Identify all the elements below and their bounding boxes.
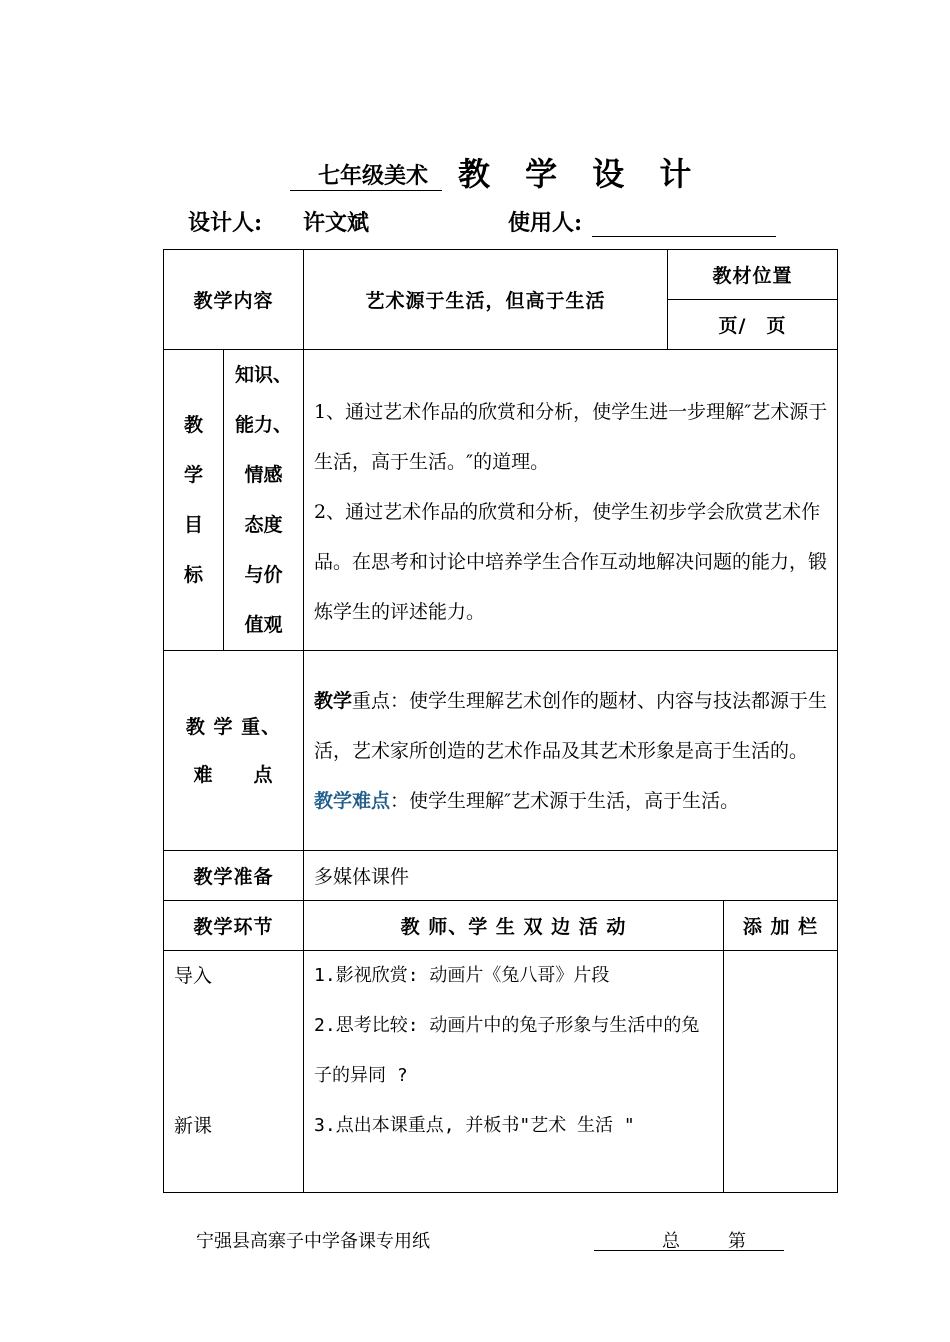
activity-cell <box>304 951 724 1193</box>
objective-label-char: 标 <box>183 564 203 586</box>
stage-cell <box>164 951 304 1193</box>
activity-2: 2.思考比较: 动画片中的兔子形象与生活中的兔子的异同 ? <box>314 1015 700 1086</box>
stage-new: 新课 <box>174 1115 213 1137</box>
activity-3: 3.点出本课重点, 并板书"艺术 生活 " <box>314 1115 635 1136</box>
objective-text-cell <box>304 350 838 651</box>
footer-underline <box>594 1250 784 1251</box>
objective-sub-cell <box>224 350 304 651</box>
difficulty-paragraph <box>314 776 829 826</box>
key-text-cell <box>304 651 838 851</box>
objective-sub-line: 值观 <box>244 614 283 636</box>
content-label-cell <box>164 250 304 350</box>
key-label-line2: 难 点 <box>193 763 274 786</box>
objective-sub-line: 态度 <box>244 514 283 536</box>
prep-label-cell <box>164 851 304 901</box>
objective-sub-line: 与价 <box>244 564 283 586</box>
prep-label: 教学准备 <box>193 866 274 888</box>
content-value-cell <box>304 250 668 350</box>
extra-header-cell <box>724 901 838 951</box>
objective-text-2: 2、通过艺术作品的欣赏和分析，使学生初步学会欣赏艺术作品。在思考和讨论中培养学生合作互动地解决问题的能力，锻炼学生的评述能力。 <box>314 501 828 623</box>
footer-school: 宁强县高寨子中学备课专用纸 <box>196 1231 430 1252</box>
user-label: 使用人: <box>508 210 583 236</box>
key-point-bold: 教学 <box>314 689 353 712</box>
objective-sub-line: 能力、 <box>235 414 293 436</box>
position-value-cell <box>668 300 838 350</box>
designer-label: 设计人: <box>188 210 263 236</box>
prep-value-cell <box>304 851 838 901</box>
extra-cell <box>724 951 838 1193</box>
prep-value: 多媒体课件 <box>314 866 410 888</box>
key-point-text: 重点：使学生理解艺术创作的题材、内容与技法都源于生活，艺术家所创造的艺术作品及其艺术形象是高于生活的。 <box>314 689 828 762</box>
extra-header: 添 加 栏 <box>742 916 819 938</box>
difficulty-label: 教学难点 <box>314 789 391 812</box>
lesson-plan-table <box>163 249 838 1193</box>
key-point-paragraph <box>314 676 829 776</box>
stage-header-cell <box>164 901 304 951</box>
position-value: 页/ 页 <box>718 315 787 337</box>
designer-name: 许文斌 <box>303 210 370 236</box>
objective-label-char: 教 <box>183 414 203 436</box>
key-label-line1: 教 学 重、 <box>185 715 282 738</box>
objective-label-cell <box>164 350 224 651</box>
position-label: 教材位置 <box>712 265 793 287</box>
objective-label-char: 学 <box>183 464 203 486</box>
activity-header: 教 师、学 生 双 边 活 动 <box>400 916 627 938</box>
title-prefix: 七年级美术 <box>290 162 442 191</box>
stage-intro: 导入 <box>174 965 213 987</box>
key-label-cell <box>164 651 304 851</box>
content-label: 教学内容 <box>193 290 274 312</box>
activity-header-cell <box>304 901 724 951</box>
user-underline <box>592 236 776 237</box>
objective-text-1: 1、通过艺术作品的欣赏和分析，使学生进一步理解″艺术源于生活，高于生活。″的道理。 <box>314 401 828 473</box>
objective-label-char: 目 <box>183 514 203 536</box>
footer-page: 第 <box>728 1231 746 1252</box>
stage-spacer <box>174 1001 303 1101</box>
footer-total: 总 <box>662 1231 680 1252</box>
objective-sub-line: 情感 <box>244 464 283 486</box>
difficulty-text: ：使学生理解″艺术源于生活，高于生活。 <box>390 789 740 812</box>
page-title: 教 学 设 计 <box>458 155 704 193</box>
content-value: 艺术源于生活，但高于生活 <box>365 290 606 312</box>
stage-header: 教学环节 <box>193 916 274 938</box>
activity-1: 1.影视欣赏: 动画片《兔八哥》片段 <box>314 965 610 986</box>
objective-sub-line: 知识、 <box>235 364 293 386</box>
position-label-cell <box>668 250 838 300</box>
